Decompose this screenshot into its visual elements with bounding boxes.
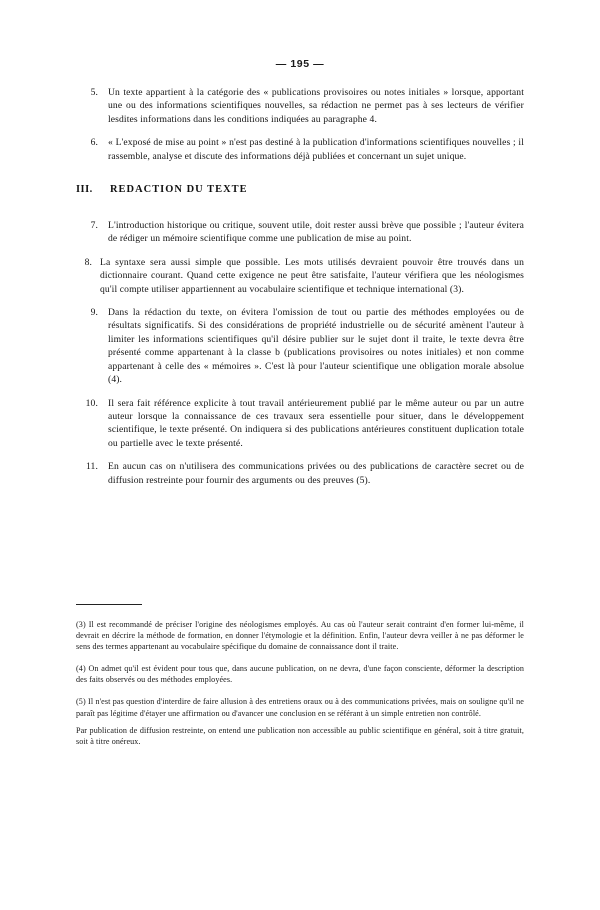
footnote-paragraph: Il n'est pas question d'interdire de faire allusion à des entretiens oraux ou à des communications privées, mais on souligne qu'il ne paraît pas légitime d'étayer une affirmation ou d'avancer une conclusion en se référant à un simple entretien non contrôlé. (76, 697, 524, 718)
section-number: III. (76, 184, 93, 196)
clause-5 (76, 86, 524, 126)
footnote-section (76, 604, 524, 758)
page-number: — 195 — (275, 58, 325, 70)
clause-10 (76, 397, 524, 451)
footnote-body (76, 619, 524, 652)
footnote-paragraph: On admet qu'il est évident pour tous que, dans aucune publication, on ne devra, d'une façon consciente, déformer la description des faits observés ou des méthodes employées. (76, 664, 525, 685)
footnote-body (76, 663, 524, 685)
clause-number: 9. (90, 307, 98, 319)
clause-text: La syntaxe sera aussi simple que possible. Les mots utilisés devraient pouvoir être trouvés dans un dictionnaire courant. Quand cette exigence ne peut être satisfaite, l'auteur vérifiera que les néologismes qu'il compte utiliser appartiennent au vocabulaire scientifique et technique international (3). (100, 256, 524, 295)
clause-9 (76, 306, 524, 386)
footnote-paragraph: Il est recommandé de préciser l'origine des néologismes employés. Au cas où l'auteur serait contraint d'en former lui-même, il devrait en décrire la méthode de formation, en donner l'étymologie et la définition. Enfin, l'auteur devra veiller à ne pas déformer le sens des termes appartenant au vocabulaire spécifique du domaine de connaissance dont il traite. (76, 620, 525, 652)
clause-11 (76, 460, 524, 487)
footnote-body (76, 696, 524, 718)
footnote-paragraph-continued: Par publication de diffusion restreinte, on entend une publication non accessible au public scientifique en général, soit à titre gratuit, soit à titre onéreux. (76, 725, 524, 746)
clause-number: 7. (90, 220, 98, 232)
clause-number: 10. (85, 397, 98, 409)
clause-number: 6. (90, 137, 98, 149)
footnote-5 (76, 696, 524, 746)
section-heading (76, 183, 524, 197)
main-text-column (76, 86, 524, 497)
footnote-marker: (4) (76, 664, 86, 674)
clause-number: 5. (90, 87, 98, 98)
clause-text: En aucun cas on n'utilisera des communications privées ou des publications de caractère secret ou de diffusion restreinte pour fournir des arguments ou des preuves (5). (108, 461, 524, 486)
footnote-separator-rule (76, 604, 142, 605)
footnote-4 (76, 663, 524, 685)
footnote-marker: (3) (76, 620, 86, 629)
clause-6 (76, 136, 524, 163)
clause-text: Dans la rédaction du texte, on évitera l'omission de tout ou partie des méthodes employées ou de résultats significatifs. Si des considérations de propriété industrielle ou de sécurité amènent l'auteur à limiter les informations scientifiques qu'il désire publier sur le sujet dont il traite, le texte devra être présenté comme appartenant à la classe b (publications provisoires ou notes initiales) et non comme appartenant à celle des « mémoires ». C'est là pour l'auteur scientifique une obligation morale absolue (4). (108, 307, 524, 386)
clause-8 (76, 256, 524, 296)
clause-7 (76, 219, 524, 246)
clause-text: Il sera fait référence explicite à tout travail antérieurement publié par le même auteur ou par un autre auteur lorsque la connaissance de ces travaux sera essentielle pour situer, dans le développement scientifique, le texte présenté. On indiquera si des publications antérieures constituent duplication totale ou partielle avec le texte présenté. (108, 397, 524, 449)
clause-text: L'introduction historique ou critique, souvent utile, doit rester aussi brève que possible ; l'auteur évitera de rédiger un mémoire scientifique comme une publication de mise au point. (108, 220, 524, 245)
clause-number: 8. (84, 256, 92, 268)
clause-text: « L'exposé de mise au point » n'est pas destiné à la publication d'informations scientifiques nouvelles ; il rassemble, analyse et discute des informations déjà publiées et concernant un sujet unique. (108, 137, 524, 162)
footnote-marker: (5) (76, 697, 86, 707)
clause-text: Un texte appartient à la catégorie des « publications provisoires ou notes initiales » lorsque, apportant une ou des informations scientifiques nouvelles, sa rédaction ne permet pas à ses lecteurs de vérifier lesdites informations dans les conditions indiquées au paragraphe 4. (108, 87, 524, 125)
clause-number: 11. (86, 461, 98, 473)
section-title: REDACTION DU TEXTE (110, 184, 248, 196)
footnote-3 (76, 619, 524, 652)
